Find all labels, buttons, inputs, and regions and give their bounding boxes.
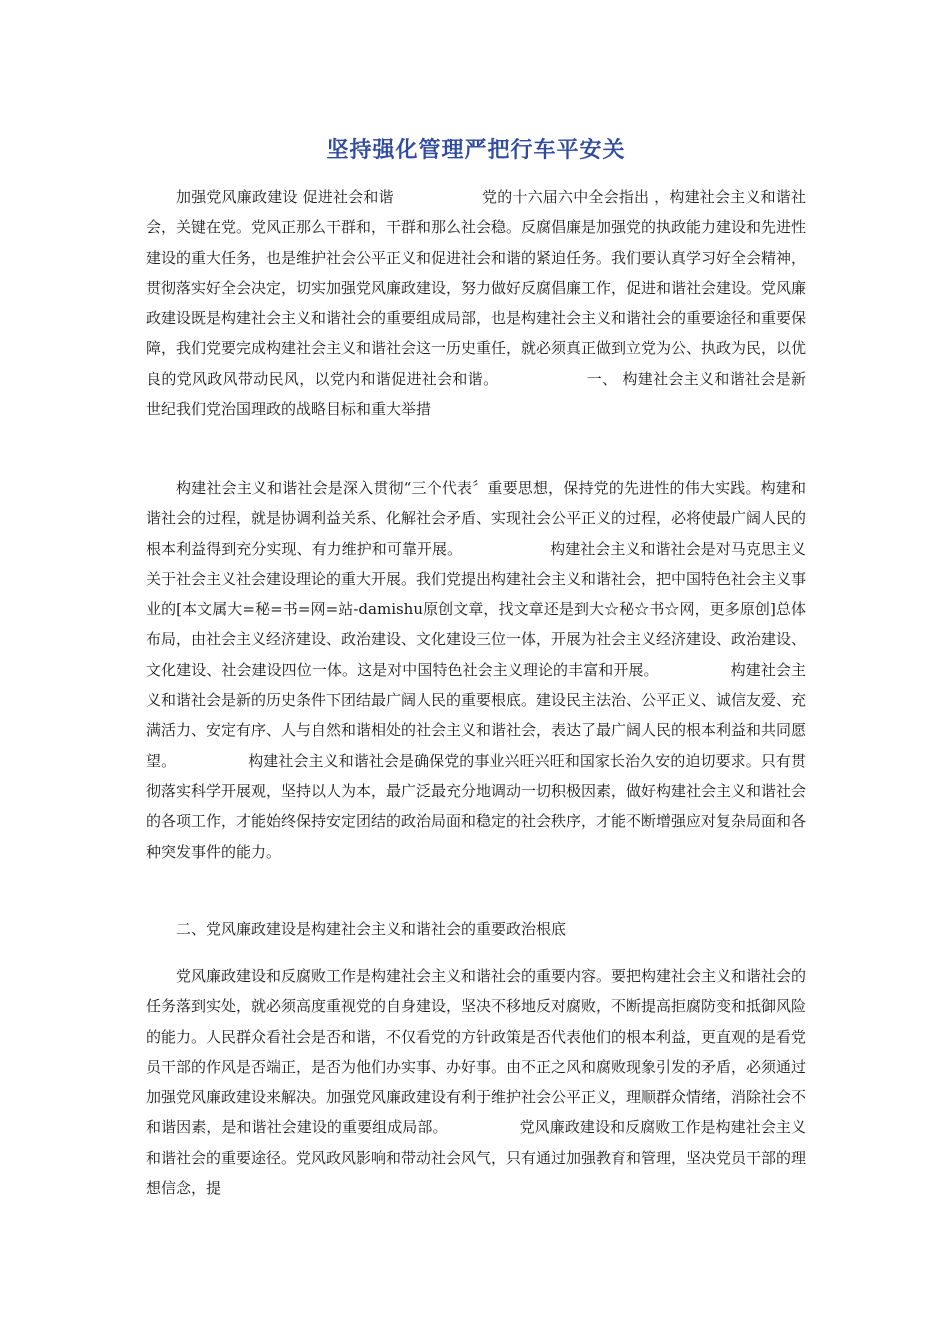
paragraph-segment: 构建社会主义和谐社会是对马克思主义关于社会主义社会建设理论的重大开展。我们党提出构建社会主义和谐社会，把中国特色社会主义事业的[本文属大=秘=书=网=站-damishu原创文章，找文章还是到大☆秘☆书☆网，更多原创]总体布局，由社会主义经济建设、政治建设、文化建设三位一体，开展为社会主义经济建设、政治建设、文化建设、社会建设四位一体。这是对中国特色社会主义理论的丰富和开展。 xyxy=(146,539,807,679)
section-heading-2 xyxy=(146,914,806,944)
paragraph-segment: 构建社会主义和谐社会是确保党的事业兴旺兴旺和国家长治久安的迫切要求。只有贯彻落实科学开展观，坚持以人为本，最广泛最充分地调动一切积极因素，做好构建社会主义和谐社会的各项工作，才能始终保持安定团结的政治局面和稳定的社会秩序，才能不断增强应对复杂局面和各种突发事件的能力。 xyxy=(146,751,807,861)
paragraph-intro xyxy=(146,182,806,424)
heading-text: 二、党风廉政建设是构建社会主义和谐社会的重要政治根底 xyxy=(176,920,567,938)
section-heading-1: 一、 构建社会主义和谐社会是新世纪我们党治国理政的战略目标和重大举措 xyxy=(146,369,806,419)
paragraph-segment: 加强党风廉政建设 促进社会和谐 xyxy=(176,188,394,206)
paragraph-segment: 党的十六届六中全会指出 ，构建社会主义和谐社会，关键在党。党风正那么干群和，干群和那么社会稳。反腐倡廉是加强党的执政能力建设和先进性建设的重大任务，也是维护社会公平正义和促进社会和谐的紧迫任务。我们要认真学习好全会精神，贯彻落实好全会决定，切实加强党风廉政建设，努力做好反腐倡廉工作，促进和谐社会建设。党风廉政建设既是构建社会主义和谐社会的重要组成局部，也是构建社会主义和谐社会的重要途径和重要保障，我们党要完成构建社会主义和谐社会这一历史重任，就必须真正做到立党为公、执政为民，以优良的党风政风带动民风，以党内和谐促进社会和谐。 xyxy=(146,188,807,388)
paragraph-segment: 构建社会主义和谐社会是新的历史条件下团结最广阔人民的重要根底。建设民主法治、公平正义、诚信友爱、充满活力、安定有序、人与自然和谐相处的社会主义和谐社会，表达了最广阔人民的根本利益和共同愿望。 xyxy=(146,660,807,770)
paragraph-segment: 党风廉政建设和反腐败工作是构建社会主义和谐社会的重要途径。党风政风影响和带动社会风气，只有通过加强教育和管理，坚决党员干部的理想信念，提 xyxy=(146,1118,807,1198)
document-title: 坚持强化管理严把行车平安关 xyxy=(326,138,626,163)
paragraph-segment: 党风廉政建设和反腐败工作是构建社会主义和谐社会的重要内容。要把构建社会主义和谐社会的任务落到实处，就必须高度重视党的自身建设，坚决不移地反对腐败，不断提高拒腐防变和抵御风险的能力。人民群众看社会是否和谐，不仅看党的方针政策是否代表他们的根本利益，更直观的是看党员干部的作风是否端正，是否为他们办实事、办好事。由不正之风和腐败现象引发的矛盾，必须通过加强党风廉政建设来解决。加强党风廉政建设有利于维护社会公平正义，理顺群众情绪，消除社会不和谐因素，是和谐社会建设的重要组成局部。 xyxy=(146,967,807,1137)
paragraph-segment: 构建社会主义和谐社会是深入贯彻“三个代表〞重要思想，保持党的先进性的伟大实践。构建和谐社会的过程，就是协调利益关系、化解社会矛盾、实现社会公平正义的过程，必将使最广阔人民的根本利益得到充分实现、有力维护和可靠开展。 xyxy=(146,479,807,558)
paragraph-section-2 xyxy=(146,961,806,1203)
paragraph-section-1 xyxy=(146,473,806,867)
